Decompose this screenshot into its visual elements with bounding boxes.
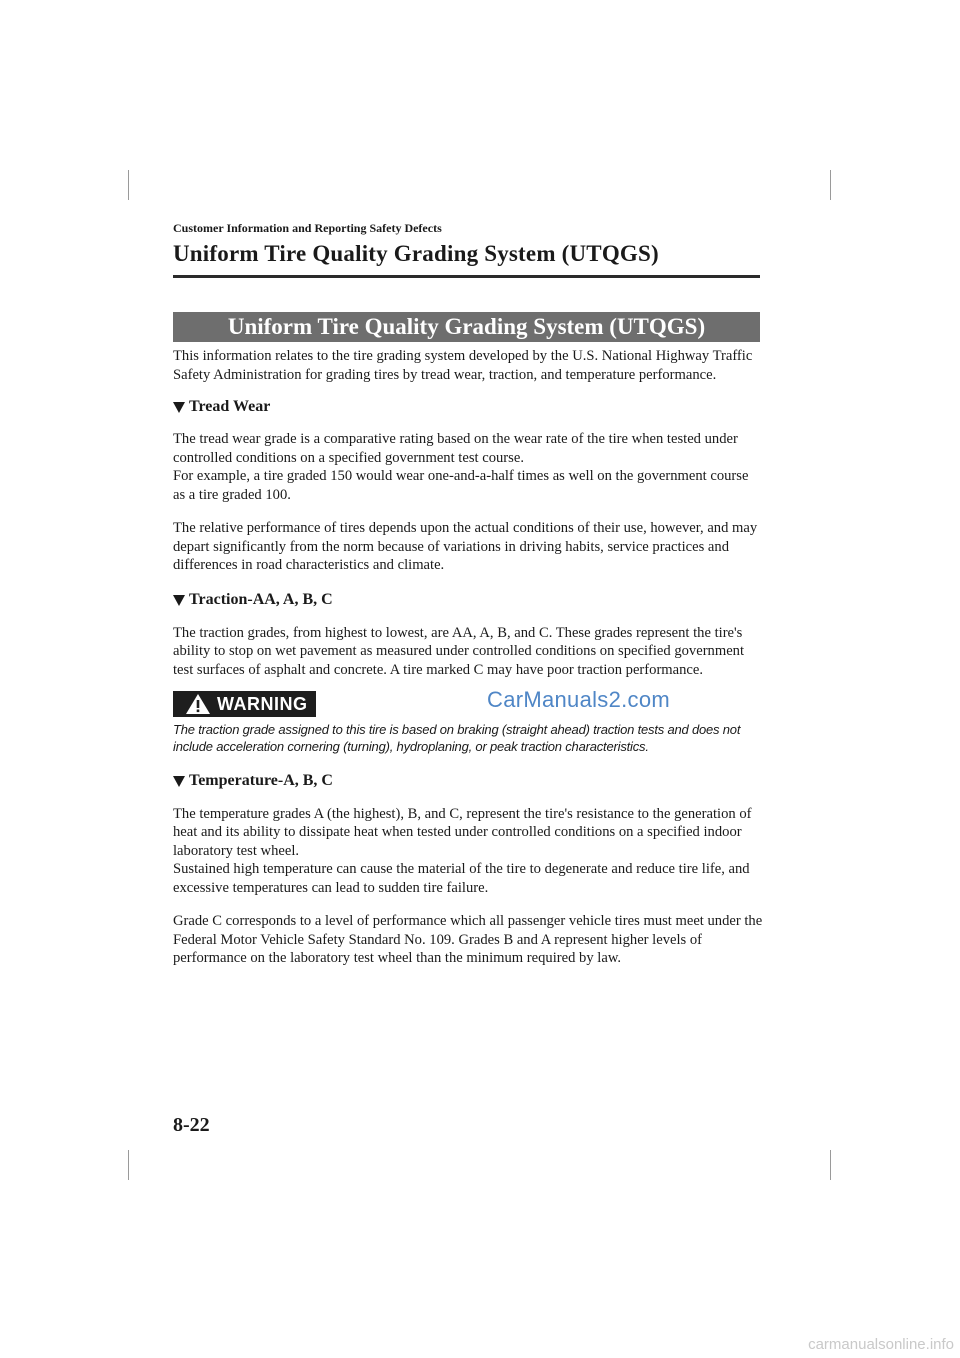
temperature-heading xyxy=(173,771,763,793)
warning-text: The traction grade assigned to this tire is based on braking (straight ahead) traction tests and does not include acceleration cornering (turning), hydroplaning, or peak traction characteristics. xyxy=(173,721,741,754)
crop-mark-top-left xyxy=(128,170,129,200)
page-number: 8-22 xyxy=(173,1114,210,1136)
tread-wear-paragraph-3: The relative performance of tires depends upon the actual conditions of their use, however, and may depart significantly from the norm because of variations in driving habits, service practices and differences in road characteristics and climate. xyxy=(173,520,758,573)
tread-wear-paragraph-2: For example, a tire graded 150 would wear one-and-a-half times as well on the government course as a tire graded 100. xyxy=(173,468,749,503)
triangle-bullet-icon xyxy=(173,595,185,606)
tread-wear-heading-text: Tread Wear xyxy=(189,397,271,415)
section-banner: Uniform Tire Quality Grading System (UTQGS) xyxy=(173,312,760,342)
crop-mark-bottom-left xyxy=(128,1150,129,1180)
warning-badge xyxy=(173,691,316,717)
traction-heading xyxy=(173,590,763,612)
temperature-heading-text: Temperature-A, B, C xyxy=(189,772,333,790)
temperature-paragraph-2: Sustained high temperature can cause the material of the tire to degenerate and reduce tire life, and excessive temperatures can lead to sudden tire failure. xyxy=(173,861,750,896)
warning-label: WARNING xyxy=(217,693,308,714)
warning-triangle-icon xyxy=(185,693,211,715)
triangle-bullet-icon xyxy=(173,776,185,787)
intro-paragraph: This information relates to the tire grading system developed by the U.S. National Highway Traffic Safety Administration for grading tires by tread wear, traction, and temperature performance. xyxy=(173,348,753,383)
crop-mark-top-right xyxy=(830,170,831,200)
running-header: Customer Information and Reporting Safety Defects xyxy=(173,221,442,235)
tread-wear-heading xyxy=(173,396,763,418)
traction-paragraph-1: The traction grades, from highest to lowest, are AA, A, B, and C. These grades represent the tire's ability to stop on wet pavement as measured under controlled conditions on specified government test surfaces of asphalt and concrete. A tire marked C may have poor traction performance. xyxy=(173,624,745,678)
crop-mark-bottom-right xyxy=(830,1150,831,1180)
traction-heading-text: Traction-AA, A, B, C xyxy=(189,591,333,609)
triangle-bullet-icon xyxy=(173,402,185,413)
temperature-paragraph-1: The temperature grades A (the highest), B, and C, represent the tire's resistance to the generation of heat and its ability to dissipate heat when tested under controlled conditions on a specified indoor laboratory test wheel. xyxy=(173,805,752,859)
footer-watermark: carmanualsonline.info xyxy=(808,1336,954,1353)
tread-wear-paragraph-1: The tread wear grade is a comparative rating based on the wear rate of the tire when tested under controlled conditions on a specified government test course. xyxy=(173,431,738,466)
page-title: Uniform Tire Quality Grading System (UTQGS) xyxy=(173,241,659,266)
watermark-carmanuals2: CarManuals2.com xyxy=(487,687,671,712)
page-content xyxy=(173,347,763,968)
temperature-paragraph-3: Grade C corresponds to a level of performance which all passenger vehicle tires must meet under the Federal Motor Vehicle Safety Standard No. 109. Grades B and A represent higher levels of performance on the laboratory test wheel than the minimum required by law. xyxy=(173,913,763,966)
header-rule xyxy=(173,275,760,278)
